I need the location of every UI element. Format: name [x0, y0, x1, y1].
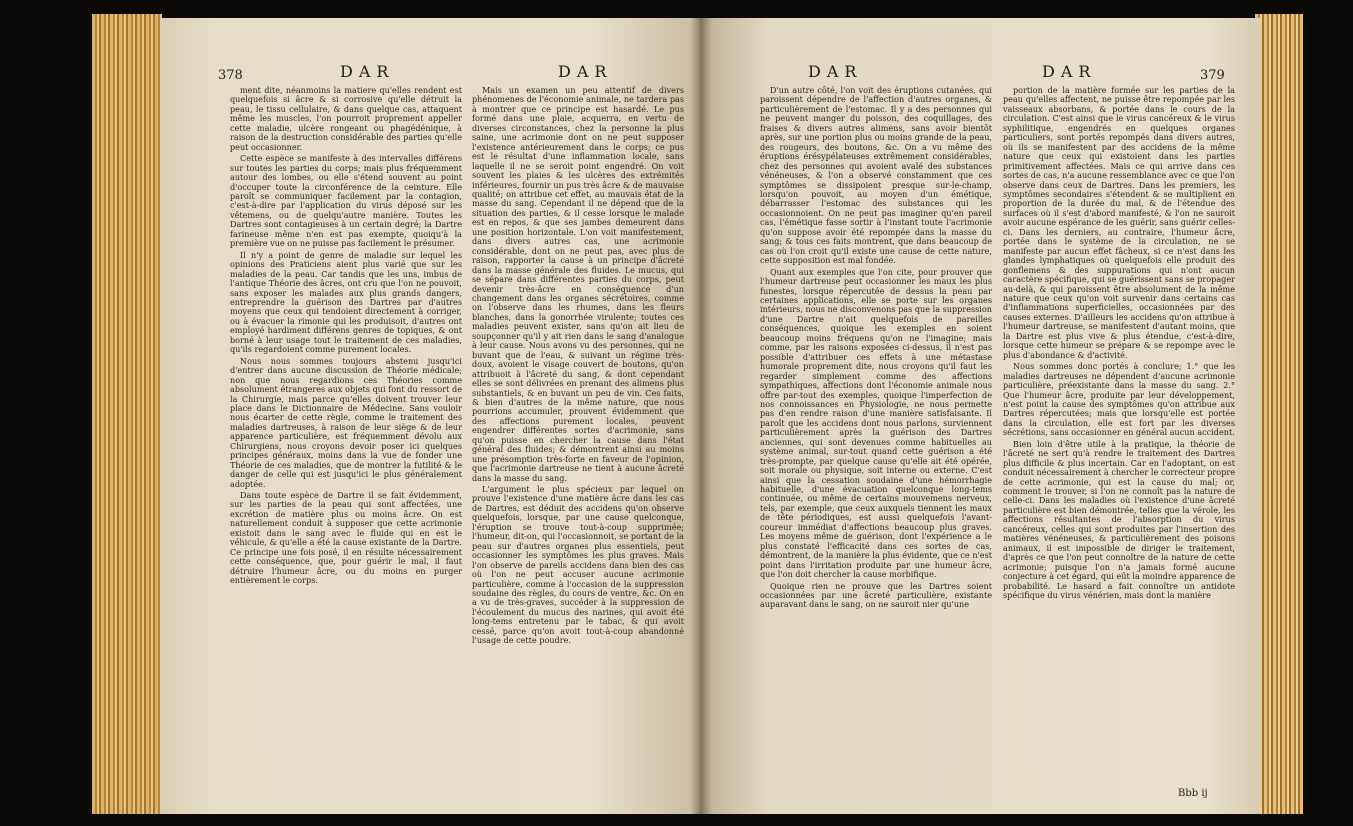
running-head-right: DAR: [558, 62, 613, 81]
text-column-1: [760, 86, 992, 612]
text-column-2: [472, 86, 684, 648]
paragraph: Mais un examen un peu attentif de divers phénomenes de l'économie animale, ne tardera pas à montrer que ce principe est hasardé. Le pus formé dans une plaie, acquerra, en vertu de diverses circonstances, chez la personne la plus saine, une acrimonie dont on ne peut supposer l'existence antérieurement dans le corps; ce pus est le résultat d'une inflammation locale, sans laquelle il ne se seroit point engendré. On voit souvent les plaies & les ulcères des extrémités inférieures, fournir un pus très âcre & de mauvaise qualité; on attribue cet effet, au mauvais état de la masse du sang. Cependant il ne dépend que de la situation des parties, & il cesse lorsque le malade est en repos, & que ses jambes demeurent dans une position horizontale. L'on voit manifestement, dans divers autres cas, une acrimonie considérable, dont on ne peut pas, avec plus de raison, rapporter la cause à un principe d'âcreté dans la masse générale des fluides. Le mucus, qui se sépare dans différentes parties du corps, peut devenir très-âcre en conséquence d'un changement dans les organes sécrétoires, comme on l'observe dans les rhumes, dans les fleurs blanches, dans la gonorrhée virulente; toutes ces maladies peuvent exister, sans qu'on ait lieu de soupçonner qu'il y ait rien dans le sang d'analogue à leur cause. Nous avons vu des personnes, qui ne buvant que de l'eau, & suivant un régime très-doux, avoient le visage couvert de boutons, qu'on attribuoit à l'âcreté du sang, & dont cependant elles se sont délivrées en prenant des alimens plus substantiels, & en buvant un peu de vin. Ces faits, & bien d'autres de la même nature, que nous pourrions accumuler, prouvent évidemment que des affections purement locales, peuvent engendrer différentes sortes d'acrimonie, sans qu'on puisse en chercher la cause dans l'état général des fluides; & démontrent ainsi au moins une présomption très-forte en faveur de l'opinion, que l'acrimonie dartreuse ne tient à aucune âcreté dans la masse du sang.: [472, 85, 684, 483]
text-column-1: [230, 86, 462, 588]
paragraph: Dans toute espèce de Dartre il se fait évidemment, sur les parties de la peau qui sont affectées, une excrétion de matière plus ou moins âcre. On est naturellement conduit à supposer que cette acrimonie existoit dans le sang avec le fluide qui en est le véhicule, & qu'elle a été la cause existante de la Dartre. Ce principe une fois posé, il en résulte nécessairement cette conséquence, que, pour guérir le mal, il faut détruire l'humeur âcre, ou du moins en purger entièrement le corps.: [230, 490, 462, 586]
page-number: 378: [218, 68, 243, 83]
paragraph: Nous sommes donc portés à conclure; 1.° que les maladies dartreuses ne dépendent d'aucune acrimonie particulière, préexistante dans la masse du sang. 2.° Que l'humeur âcre, produite par leur développement, n'est point la cause des symptômes qu'on attribue aux Dartres répercutées; mais que lorsqu'elle est portée dans la circulation, elle est fort par les diverses sécrétions, sans occasionner en général aucun accident.: [1003, 361, 1235, 438]
paragraph: D'un autre côté, l'on voit des éruptions cutanées, qui paroissent dépendre de l'affection d'autres organes, & particulièrement de l'estomac. Il y a des personnes qui ne peuvent manger du poisson, des coquillages, des fraises & divers autres alimens, sans avoir bientôt après, sur une portion plus ou moins grande de la peau, des rougeurs, des boutons, &c. On a vu même des éruptions érésypélateuses extrêmement considérables, chez des personnes qui avoient avalé des substances vénéneuses, & l'on a observé constamment que ces symptômes se dissipoient presque sur-le-champ, lorsqu'on pouvoit, au moyen d'un émétique, débarrasser l'estomac des substances qui les occasionnoient. On ne peut pas imaginer qu'en pareil cas, l'émétique fasse sortir à l'instant toute l'acrimonie qu'on suppose avoir été repompée dans la masse du sang; & tous ces faits montrent, que dans beaucoup de cas où l'on croit qu'il existe une cause de cette nature, cette supposition est mal fondée.: [760, 85, 992, 266]
left-page: [160, 18, 700, 814]
text-column-2: [1003, 86, 1235, 602]
running-head-right: DAR: [1042, 62, 1097, 81]
paragraph: Quant aux exemples que l'on cite, pour prouver que l'humeur dartreuse peut occasionner les maux les plus funestes, lorsque répercutée de dessus la peau par certaines applications, elle se porte sur les organes intérieurs, nous ne disconvenons pas que la suppression d'une Dartre n'ait quelquefois de pareilles conséquences, quoique les exemples en soient beaucoup moins fréquens qu'on ne l'imagine; mais comme, par les raisons exposées ci-dessus, il n'est pas possible d'attribuer ces effets à une métastase humorale proprement dite, nous croyons qu'il faut les regarder simplement comme des affections sympathiques, affections dont l'économie animale nous offre par-tout des exemples, quoique l'imperfection de nos connoissances en Physiologie, ne nous permette pas d'en rendre raison d'une manière satisfaisante. Il paroît que les accidens dont nous parlons, surviennent particulièrement après la guérison des Dartres anciennes, qui sont devenues comme habituelles au système animal, sur-tout quand cette guérison a été très-prompte, par quelque cause qu'elle ait été opérée, soit morale ou physique, soit interne ou externe. C'est ainsi que la cessation soudaine d'une hémorrhagie habituelle, d'une évacuation quelconque long-tems continuée, ou même de certains mouvemens nerveux, tels, par exemple, que ceux auxquels tiennent les maux de tête périodiques, est aussi quelquefois l'avant-coureur immédiat d'affections beaucoup plus graves. Les moyens même de guérison, dont l'expérience a le plus constaté l'efficacité dans ces sortes de cas, démontrent, de la manière la plus évidente, que ce n'est point dans l'irritation produite par une humeur âcre, que l'on doit chercher la cause morbifique.: [760, 266, 992, 580]
paragraph: portion de la matière formée sur les parties de la peau qu'elles affectent, ne puisse être repompée par les vaisseaux absorbans, & portée dans le cours de la circulation. C'est ainsi que le virus cancéreux & le virus syphilitique, engendrés en quelques organes particuliers, sont portés repompés dans divers autres, où ils se manifestent par des accidens de la même nature que ceux qui existoient dans les parties primitivement affectées. Mais ce qui arrive dans ces sortes de cas, n'a aucune ressemblance avec ce que l'on observe dans ceux de Dartres. Dans les premiers, les symptômes secondaires s'étendent & se multiplient en proportion de la durée du mal, & de l'étendue des surfaces où il s'est d'abord manifesté, & l'on ne sauroit avoir aucune espérance de les guérir, sans guérir celles-ci. Dans les derniers, au contraire, l'humeur âcre, portée dans le système de la circulation, ne se manifeste par aucun effet fâcheux, si ce n'est dans les glandes lymphatiques où quelquefois elle produit des gonflemens & des suppurations qui n'ont aucun caractère spécifique, qui se guérissent sans se propager au-delà, & qui paroissent être absolument de la même nature que ceux qu'on voit survenir dans certains cas d'inflammations superficielles, occasionnées par des causes externes. D'ailleurs les accidens qu'on attribue à l'humeur dartreuse, se manifestent d'autant moins, que la Dartre est plus vive & plus étendue, c'est-à-dire, lorsque cette humeur se prépare & se repompe avec le plus d'abondance & d'activité.: [1003, 85, 1235, 360]
running-head-left: DAR: [808, 62, 863, 81]
book-gutter: [690, 18, 712, 814]
paragraph: Quoique rien ne prouve que les Dartres soient occasionnées par une âcreté particulière, existante auparavant dans le sang, on ne sauroit nier qu'une: [760, 580, 992, 610]
signature-mark: Bbb ij: [1178, 788, 1208, 799]
paragraph: Nous nous sommes toujours abstenu jusqu'ici d'entrer dans aucune discussion de Théorie médicale; non que nous regardions ces Théories comme absolument étrangeres aux objets qui font du ressort de la Chirurgie, mais parce qu'elles doivent trouver leur place dans le Dictionnaire de Médecine. Sans vouloir nous écarter de cette règle, comme le traitement des maladies dartreuses, à raison de leur siège & de leur apparence particulière, est fréquemment dévolu aux Chirurgiens, nous croyons devoir poser ici quelques principes généraux, moins dans la vue de fonder une Théorie de ces maladies, que de montrer la futilité & le danger de celle qui est jusqu'ici le plus généralement adoptée.: [230, 355, 462, 489]
paragraph: Il n'y a point de genre de maladie sur lequel les opinions des Praticiens aient plus varié que sur les maladies de la peau. Car tandis que les uns, imbus de l'antique Théorie des âcres, ont cru que l'on ne pouvoit, sans exposer les malades aux plus grands dangers, entreprendre la guérison des Dartres par d'autres moyens que ceux qui tendoient directement à corriger, ou à évacuer la rimonie qui les produisoit, d'autres ont employé hardiment différens genres de topiques, & ont borné à leur usage tout le traitement de ces maladies, qu'ils regardoient comme purement locales.: [230, 249, 462, 355]
right-page: [700, 18, 1260, 814]
running-head-left: DAR: [340, 62, 395, 81]
page-edges-left: [92, 14, 162, 814]
paragraph: Cette espèce se manifeste à des intervalles différens sur toutes les parties du corps; mais plus fréquemment autour des lombes, ou elle s'étend souvent au point d'occuper toute la circonférence de la ceinture. Elle paroît se communiquer facilement par la contagion, c'est-à-dire par l'application du virus déposé sur les vêtemens, ou de quelqu'autre manière. Toutes les Dartres sont contagieuses à un certain degré; la Dartre farineuse même n'en est pas exempte, quoiqu'à la première vue on ne puisse pas facilement le présumer.: [230, 153, 462, 249]
paragraph: ment dite, néanmoins la matiere qu'elles rendent est quelquefois si âcre & si corrosive qu'elle détruit la peau, le tissu cellulaire, & dans quelque cas, attaquent même les muscles, l'on pourroit proprement appeller cette maladie, ulcère rongeant ou phagédénique, à raison de la destruction considérable des parties qu'elle peut occasionner.: [230, 85, 462, 152]
page-number: 379: [1200, 68, 1225, 83]
page-edges-right: [1255, 14, 1303, 814]
paragraph: Bien loin d'être utile à la pratique, la théorie de l'âcreté ne sert qu'à rendre le traitement des Dartres plus difficile & plus incertain. Car en l'adoptant, on est conduit nécessairement à chercher le correcteur propre de cette acrimonie, qui est la cause du mal; or, comment le trouver, si l'on ne connoît pas la nature de celle-ci. Dans les maladies où l'existence d'une âcreté particulière est bien démontrée, telles que la vérole, les affections résultantes de l'absorption du virus cancéreux, celles qui sont produites par l'insertion des matières vénéneuses, & particulièrement des poisons animaux, il est impossible de diriger le traitement, d'après ce que l'on peut connoître de la nature de cette acrimonie; puisque l'on n'a jamais formé aucune conjecture à cet égard, qui eût la moindre apparence de probabilité. Le hasard a fait connoître un antidote spécifique du virus vénérien, mais dont la manière: [1003, 438, 1235, 601]
paragraph: L'argument le plus spécieux par lequel on prouve l'existence d'une matière âcre dans les cas de Dartres, est déduit des accidens qu'on observe quelquefois, lorsque, par une cause quelconque, l'éruption se trouve tout-à-coup supprimée; l'humeur, dit-on, qui l'occasionnoit, se portant de la peau sur d'autres organes plus essentiels, peut occasionner les symptômes les plus graves. Mais l'on observe de pareils accidens dans bien des cas où l'on ne peut accuser aucune acrimonie particulière, comme à l'occasion de la suppression soudaine des règles, du cours de ventre, &c. On en a vu de très-graves, succéder à la suppression de l'écoulement du mucus des narines, qui avoit été long-tems entretenu par le tabac, & qui avoit cessé, parce qu'on avoit tout-à-coup abandonné l'usage de cette poudre.: [472, 484, 684, 646]
